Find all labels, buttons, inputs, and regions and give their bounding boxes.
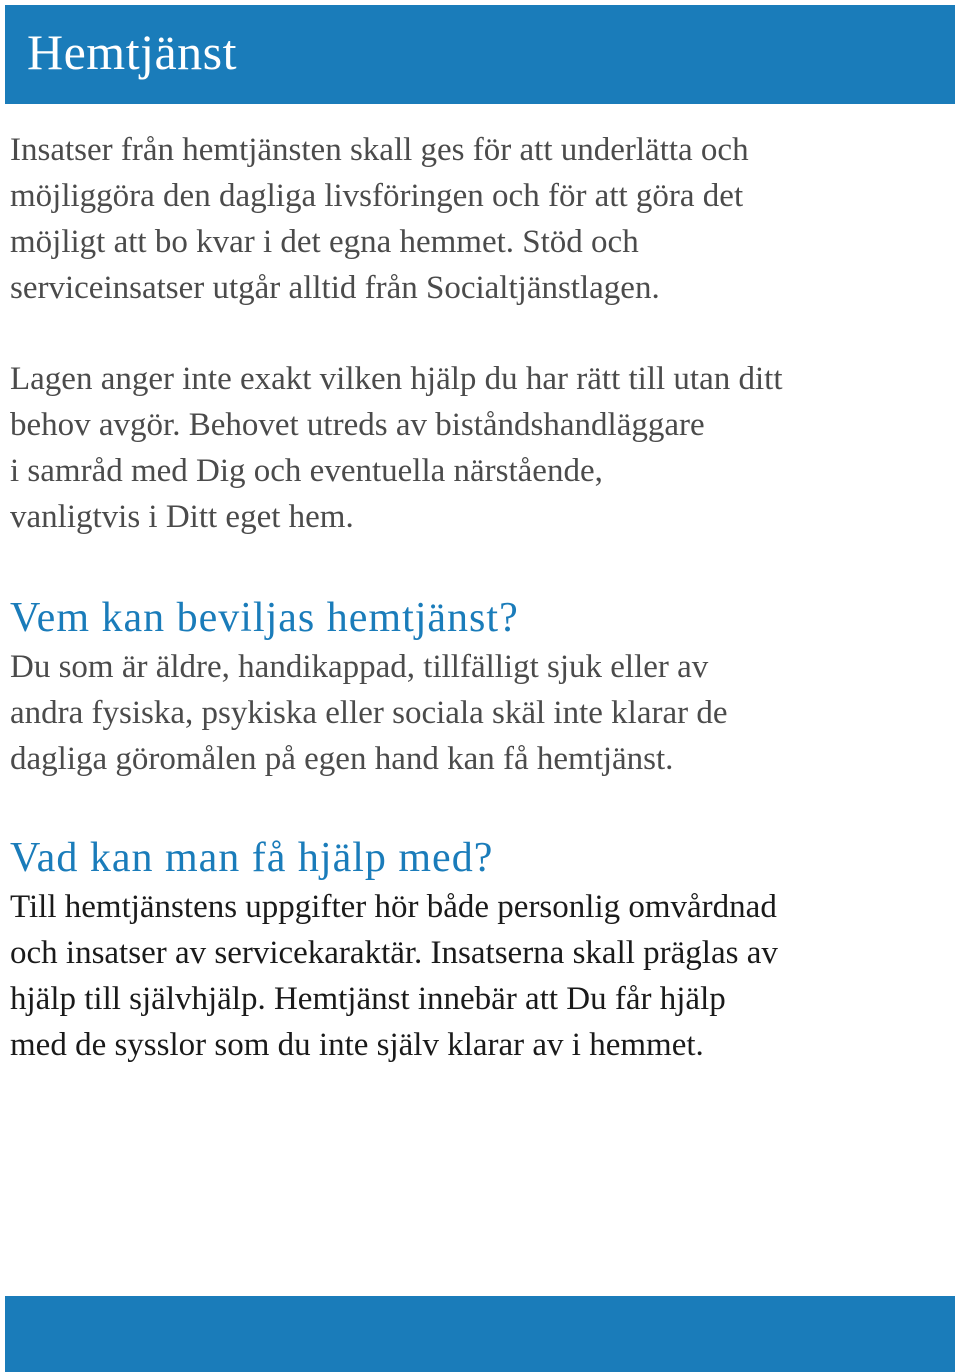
intro-line: Insatser från hemtjänsten skall ges för att underlätta och [10, 132, 749, 168]
help-heading: Vad kan man få hjälp med? [10, 835, 494, 881]
footer-band [5, 1296, 955, 1372]
law-line: vanligtvis i Ditt eget hem. [10, 499, 354, 535]
help-paragraph [10, 884, 950, 1068]
help-line: med de sysslor som du inte själv klarar av i hemmet. [10, 1027, 704, 1063]
law-line: i samråd med Dig och eventuella närstående, [10, 453, 603, 489]
help-line: Till hemtjänstens uppgifter hör både personlig omvårdnad [10, 889, 777, 925]
page-title: Hemtjänst [27, 24, 238, 80]
help-line: och insatser av servicekaraktär. Insatserna skall präglas av [10, 935, 778, 971]
eligibility-paragraph [10, 644, 950, 782]
eligibility-heading: Vem kan beviljas hemtjänst? [10, 595, 519, 641]
help-line: hjälp till självhjälp. Hemtjänst innebär att Du får hjälp [10, 981, 726, 1017]
intro-paragraph [10, 127, 950, 311]
intro-line: möjliggöra den dagliga livsföringen och för att göra det [10, 178, 744, 214]
header-band [5, 5, 955, 104]
eligibility-line: andra fysiska, psykiska eller sociala skäl inte klarar de [10, 695, 728, 731]
content [10, 127, 950, 1068]
law-line: Lagen anger inte exakt vilken hjälp du har rätt till utan ditt [10, 361, 783, 397]
eligibility-line: dagliga göromålen på egen hand kan få hemtjänst. [10, 741, 674, 777]
intro-line: möjligt att bo kvar i det egna hemmet. Stöd och [10, 224, 639, 260]
law-line: behov avgör. Behovet utreds av biståndshandläggare [10, 407, 705, 443]
intro-line: serviceinsatser utgår alltid från Socialtjänstlagen. [10, 270, 660, 306]
eligibility-line: Du som är äldre, handikappad, tillfälligt sjuk eller av [10, 649, 709, 685]
law-paragraph [10, 356, 950, 540]
